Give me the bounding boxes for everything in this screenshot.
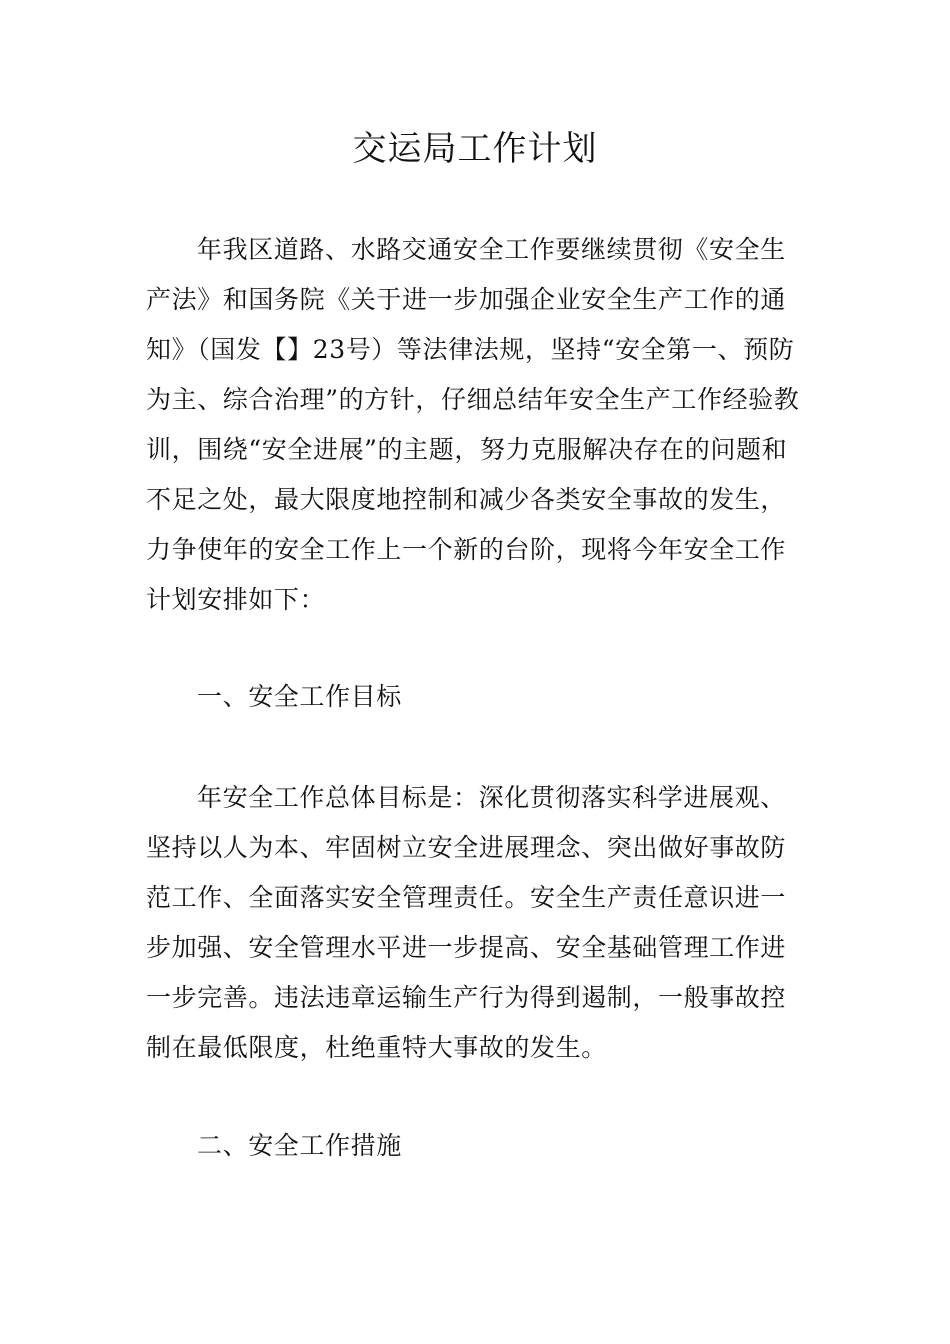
goals-paragraph: 年安全工作总体目标是：深化贯彻落实科学进展观、坚持以人为本、牢固树立安全进展理念、突出做好事故防范工作、全面落实安全管理责任。安全生产责任意识进一步加强、安全管理水平进一步提高、安全基础管理工作进一步完善。违法违章运输生产行为得到遏制，一般事故控制在最低限度，杜绝重特大事故的发生。: [146, 783, 787, 1062]
section-heading-goals: 一、安全工作目标: [197, 682, 402, 711]
document-title: 交运局工作计划: [352, 129, 598, 169]
intro-paragraph: 年我区道路、水路交通安全工作要继续贯彻《安全生产法》和国务院《关于进一步加强企业安全生产工作的通知》（国发【】23号）等法律法规，坚持“安全第一、预防为主、综合治理”的方针，仔细总结年安全生产工作经验教训，围绕“安全进展”的主题，努力克服解决存在的问题和不足之处，最大限度地控制和减少各类安全事故的发生，力争使年的安全工作上一个新的台阶，现将今年安全工作计划安排如下：: [146, 235, 800, 614]
section-heading-measures: 二、安全工作措施: [197, 1131, 402, 1160]
